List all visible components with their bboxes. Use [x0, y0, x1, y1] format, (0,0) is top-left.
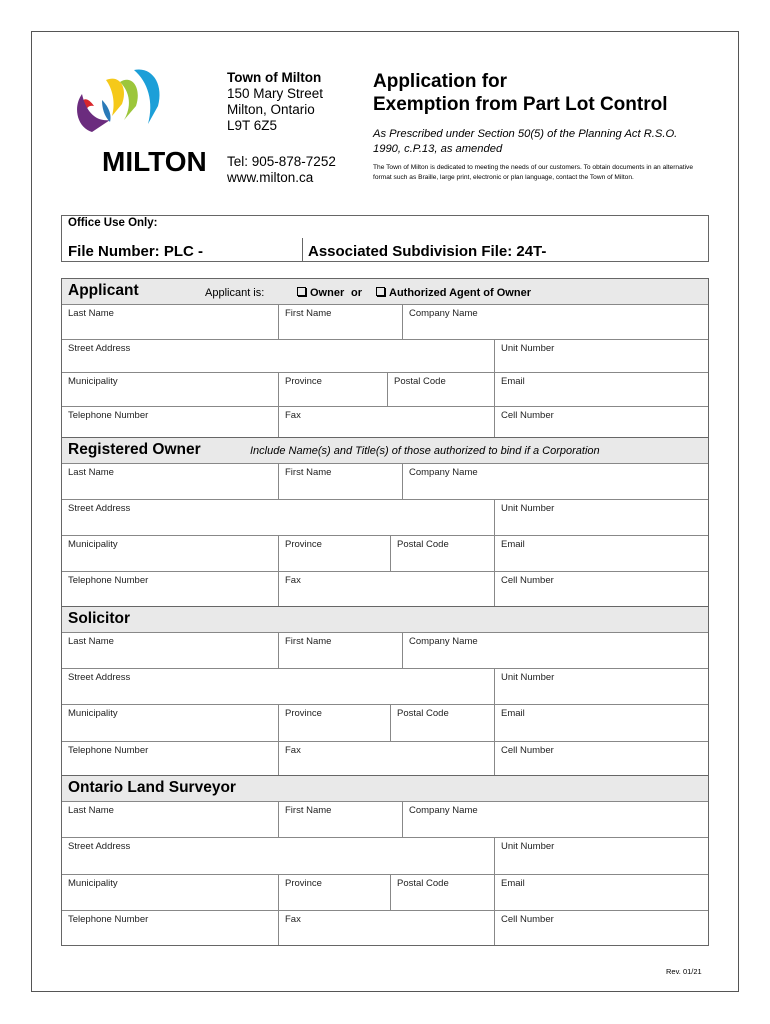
field-label: Cell Number [501, 575, 554, 586]
field-label: Last Name [68, 308, 114, 319]
address-row [62, 838, 708, 875]
field-label: Unit Number [501, 503, 555, 514]
postal-code-field[interactable] [387, 373, 494, 406]
field-label: Municipality [68, 708, 118, 719]
office-use-label: Office Use Only: [68, 217, 158, 229]
street-address-field[interactable] [62, 340, 494, 372]
municipality-field[interactable] [62, 373, 278, 406]
field-label: Fax [285, 410, 301, 421]
field-label: Fax [285, 914, 301, 925]
field-label: Municipality [68, 878, 118, 889]
milton-logo [72, 66, 220, 178]
field-label: Telephone Number [68, 410, 149, 421]
municipality-field[interactable] [62, 705, 278, 741]
unit-number-field[interactable] [494, 340, 708, 372]
field-label: Email [501, 878, 525, 889]
unit-number-field[interactable] [494, 669, 708, 704]
surveyor-section [61, 775, 709, 946]
cell-number-field[interactable] [494, 742, 708, 778]
field-label: Postal Code [394, 376, 446, 387]
phone-row [62, 572, 708, 607]
name-row [62, 802, 708, 838]
field-label: Telephone Number [68, 914, 149, 925]
field-label: Province [285, 539, 322, 550]
company-name-field[interactable] [402, 633, 708, 668]
unit-number-field[interactable] [494, 838, 708, 874]
field-label: Last Name [68, 467, 114, 478]
first-name-field[interactable] [278, 633, 402, 668]
agent-option-label: Authorized Agent of Owner [389, 287, 531, 299]
section-title: Solicitor [68, 610, 131, 627]
fax-field[interactable] [278, 572, 494, 607]
street-address-field[interactable] [62, 838, 494, 874]
name-row [62, 464, 708, 500]
province-field[interactable] [278, 536, 390, 571]
first-name-field[interactable] [278, 802, 402, 837]
assoc-subdivision-field[interactable]: Associated Subdivision File: 24T- [308, 243, 547, 260]
cell-number-field[interactable] [494, 911, 708, 945]
address-line-2: Milton, Ontario [227, 102, 315, 117]
first-name-field[interactable] [278, 464, 402, 499]
title-line-1: Application for [373, 71, 508, 92]
field-label: Street Address [68, 841, 131, 852]
telephone-field[interactable] [62, 911, 278, 945]
field-label: First Name [285, 467, 332, 478]
field-label: Unit Number [501, 343, 555, 354]
accessibility-notice: The Town of Milton is dedicated to meeting the needs of our customers. To obtain documents in an alternative format such as Braille, large print, electronic or plan language, contact the Town of Milton. [373, 164, 693, 181]
last-name-field[interactable] [62, 305, 278, 339]
field-label: Street Address [68, 672, 131, 683]
telephone-field[interactable] [62, 407, 278, 440]
company-name-field[interactable] [402, 802, 708, 837]
field-label: Postal Code [397, 708, 449, 719]
address-block [227, 70, 336, 186]
email-field[interactable] [494, 875, 708, 910]
address-row [62, 500, 708, 536]
website-link[interactable]: www.milton.ca [227, 170, 314, 185]
section-title: Applicant [68, 282, 139, 299]
phone-row [62, 407, 708, 440]
field-label: Last Name [68, 636, 114, 647]
municipality-field[interactable] [62, 536, 278, 571]
field-label: Last Name [68, 805, 114, 816]
checkbox-icon [297, 287, 306, 296]
street-address-field[interactable] [62, 669, 494, 704]
owner-option-label: Owner [310, 287, 345, 299]
last-name-field[interactable] [62, 464, 278, 499]
field-label: Company Name [409, 308, 478, 319]
phone-row [62, 911, 708, 945]
field-label: Postal Code [397, 878, 449, 889]
telephone-field[interactable] [62, 742, 278, 778]
field-label: Fax [285, 745, 301, 756]
applicant-header [62, 279, 708, 305]
office-use-box [61, 215, 709, 262]
applicant-section [61, 278, 709, 441]
field-label: Cell Number [501, 410, 554, 421]
field-label: Province [285, 376, 322, 387]
field-label: Province [285, 878, 322, 889]
field-label: Unit Number [501, 841, 555, 852]
fax-field[interactable] [278, 407, 494, 440]
address-line-3: L9T 6Z5 [227, 118, 278, 133]
province-field[interactable] [278, 705, 390, 741]
applicant-is-label: Applicant is: [205, 287, 265, 299]
field-label: Unit Number [501, 672, 555, 683]
last-name-field[interactable] [62, 802, 278, 837]
location-row [62, 536, 708, 572]
company-name-field[interactable] [402, 305, 708, 339]
field-label: Company Name [409, 467, 478, 478]
email-field[interactable] [494, 373, 708, 406]
email-field[interactable] [494, 705, 708, 741]
file-number-field[interactable]: File Number: PLC - [68, 243, 204, 260]
street-address-field[interactable] [62, 500, 494, 535]
solicitor-header [62, 607, 708, 633]
title-line-2: Exemption from Part Lot Control [373, 94, 668, 115]
surveyor-header [62, 776, 708, 802]
page-title [373, 70, 668, 116]
telephone-text: Tel: 905-878-7252 [227, 154, 336, 169]
section-title: Ontario Land Surveyor [68, 779, 236, 796]
email-field[interactable] [494, 536, 708, 571]
company-name-field[interactable] [402, 464, 708, 499]
address-row [62, 669, 708, 705]
field-label: Company Name [409, 636, 478, 647]
logo-wordmark: MILTON [102, 146, 207, 177]
field-label: Email [501, 539, 525, 550]
field-label: Email [501, 708, 525, 719]
subtitle: As Prescribed under Section 50(5) of the Planning Act R.S.O. 1990, c.P.13, as amended [373, 128, 678, 155]
field-label: Province [285, 708, 322, 719]
cell-number-field[interactable] [494, 572, 708, 607]
section-title: Registered Owner [68, 441, 201, 458]
field-label: Telephone Number [68, 575, 149, 586]
municipality-field[interactable] [62, 875, 278, 910]
field-label: Municipality [68, 376, 118, 387]
fax-field[interactable] [278, 742, 494, 778]
corporation-note: Include Name(s) and Title(s) of those authorized to bind if a Corporation [250, 445, 600, 457]
field-label: Email [501, 376, 525, 387]
divider [302, 238, 303, 262]
location-row [62, 373, 708, 407]
name-row [62, 633, 708, 669]
field-label: Street Address [68, 343, 131, 354]
postal-code-field[interactable] [390, 705, 494, 741]
registered-owner-section [61, 437, 709, 608]
unit-number-field[interactable] [494, 500, 708, 535]
field-label: First Name [285, 636, 332, 647]
field-label: Telephone Number [68, 745, 149, 756]
fax-field[interactable] [278, 911, 494, 945]
name-row [62, 305, 708, 340]
org-name: Town of Milton [227, 70, 322, 85]
field-label: Fax [285, 575, 301, 586]
field-label: Company Name [409, 805, 478, 816]
phone-row [62, 742, 708, 778]
address-row [62, 340, 708, 373]
location-row [62, 875, 708, 911]
field-label: Cell Number [501, 745, 554, 756]
field-label: Postal Code [397, 539, 449, 550]
owner-header [62, 438, 708, 464]
field-label: Cell Number [501, 914, 554, 925]
field-label: Municipality [68, 539, 118, 550]
province-field[interactable] [278, 875, 390, 910]
solicitor-section [61, 606, 709, 779]
checkbox-icon [376, 287, 385, 296]
field-label: First Name [285, 805, 332, 816]
location-row [62, 705, 708, 742]
first-name-field[interactable] [278, 305, 402, 339]
owner-checkbox[interactable] [297, 287, 344, 299]
or-text: or [351, 287, 362, 299]
agent-checkbox[interactable] [376, 287, 531, 299]
field-label: First Name [285, 308, 332, 319]
cell-number-field[interactable] [494, 407, 708, 440]
province-field[interactable] [278, 373, 387, 406]
address-line-1: 150 Mary Street [227, 86, 324, 101]
postal-code-field[interactable] [390, 536, 494, 571]
last-name-field[interactable] [62, 633, 278, 668]
revision-label: Rev. 01/21 [666, 967, 702, 976]
telephone-field[interactable] [62, 572, 278, 607]
field-label: Street Address [68, 503, 131, 514]
postal-code-field[interactable] [390, 875, 494, 910]
